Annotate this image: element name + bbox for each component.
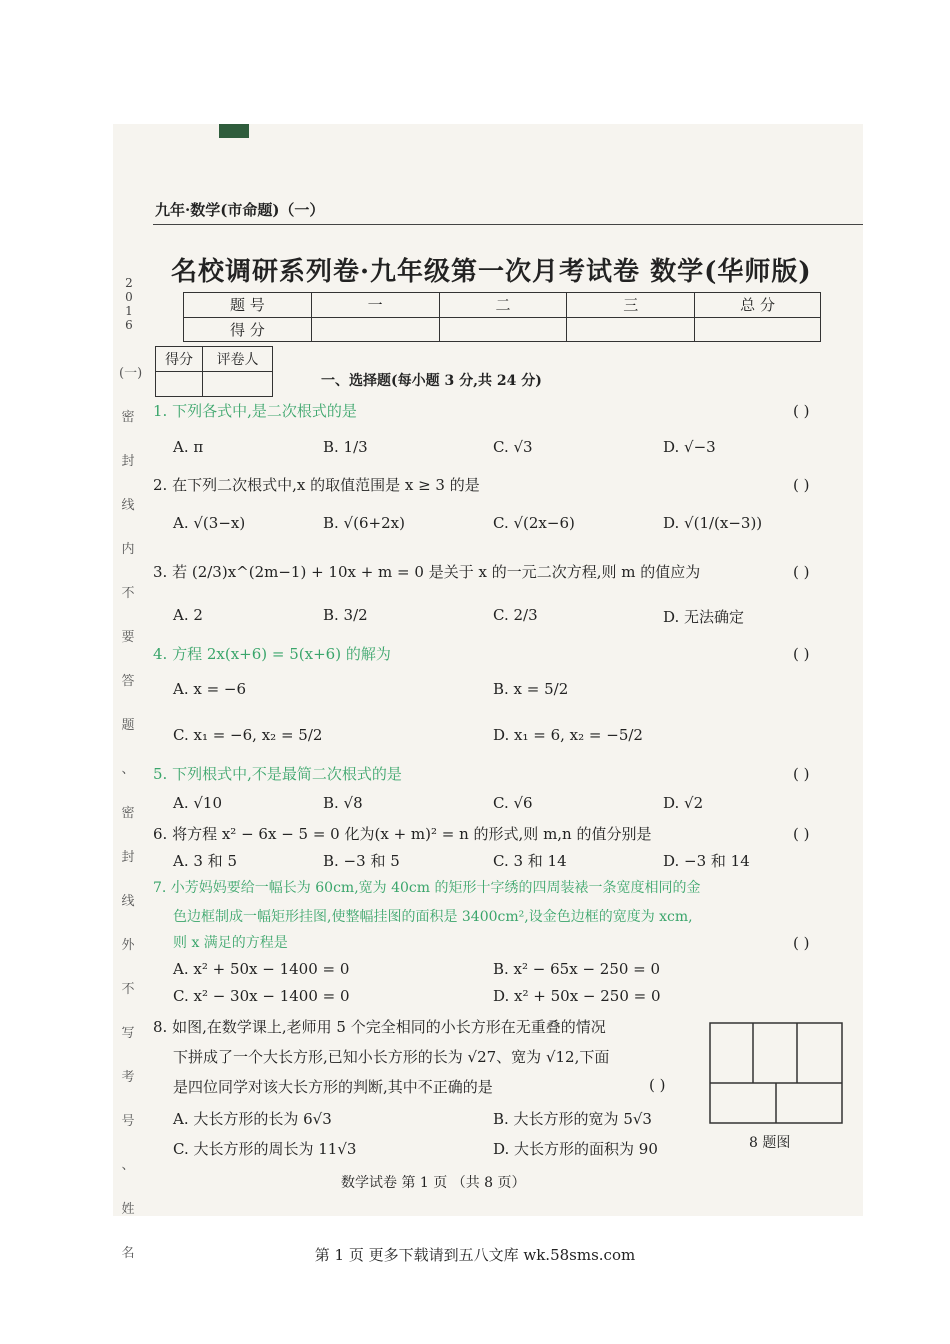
side-seal-char: 写	[121, 1026, 135, 1041]
figure-caption: 8 题图	[749, 1135, 791, 1151]
question-7-line: 则 x 满足的方程是	[173, 935, 288, 951]
side-seal-char: 不	[121, 982, 135, 997]
option: B. 大长方形的宽为 5√3	[493, 1110, 652, 1128]
option: A. 2	[173, 606, 203, 624]
side-seal-char: (一)	[119, 366, 143, 381]
option: B. 1/3	[323, 438, 368, 456]
option: D. √2	[663, 794, 704, 812]
grader-name-cell	[203, 372, 273, 397]
side-seal-char: 要	[121, 630, 135, 645]
score-cell: 总 分	[695, 293, 821, 318]
side-seal-char: 、	[121, 762, 135, 777]
question-5: 5. 下列根式中,不是最简二次根式的是	[153, 765, 402, 783]
option: A. 大长方形的长为 6√3	[173, 1110, 332, 1128]
question-8-line: 下拼成了一个大长方形,已知小长方形的长为 √27、宽为 √12,下面	[173, 1048, 610, 1066]
option: A. √(3−x)	[173, 514, 246, 532]
side-seal-char: 姓	[121, 1202, 135, 1217]
option: A. 3 和 5	[173, 852, 237, 870]
score-cell: 题 号	[184, 293, 312, 318]
grader-score-cell	[156, 372, 203, 397]
side-year	[121, 276, 137, 332]
side-seal-char: 答	[121, 674, 135, 689]
score-cell	[439, 317, 567, 342]
answer-paren: ( )	[649, 1076, 666, 1094]
option: A. π	[173, 438, 204, 456]
option: D. √−3	[663, 438, 716, 456]
page-header: 九年·数学(市命题)（一）	[155, 201, 325, 219]
side-seal-char: 线	[121, 498, 135, 513]
side-year-digit: 0	[125, 290, 133, 304]
grader-score-label: 得分	[156, 347, 203, 372]
header-rule	[153, 224, 863, 225]
side-seal-char: 线	[121, 894, 135, 909]
option: D. x² + 50x − 250 = 0	[493, 987, 661, 1005]
question-8-figure	[709, 1022, 843, 1124]
option: B. x² − 65x − 250 = 0	[493, 960, 661, 978]
question-1: 1. 下列各式中,是二次根式的是	[153, 402, 357, 420]
page-footer: 数学试卷 第 1 页 （共 8 页）	[341, 1175, 526, 1191]
option: B. √8	[323, 794, 363, 812]
side-seal-char: 不	[121, 586, 135, 601]
score-cell	[695, 317, 821, 342]
option: C. √3	[493, 438, 533, 456]
grader-name-label: 评卷人	[203, 347, 273, 372]
option: B. x = 5/2	[493, 680, 569, 698]
option: A. x = −6	[173, 680, 247, 698]
side-year-digit: 1	[125, 304, 133, 318]
side-seal-text	[119, 352, 143, 1276]
answer-paren: ( )	[793, 934, 810, 952]
side-seal-char: 名	[121, 1246, 135, 1261]
score-cell: 得 分	[184, 317, 312, 342]
option: D. −3 和 14	[663, 852, 750, 870]
question-2: 2. 在下列二次根式中,x 的取值范围是 x ≥ 3 的是	[153, 476, 480, 494]
side-year-digit: 6	[125, 318, 133, 332]
question-3: 3. 若 (2/3)x^(2m−1) + 10x + m = 0 是关于 x 的一元二次方程,则 m 的值应为	[153, 563, 701, 581]
answer-paren: ( )	[793, 825, 810, 843]
option: A. x² + 50x − 1400 = 0	[173, 960, 350, 978]
score-cell: 一	[311, 293, 439, 318]
download-notice: 第 1 页 更多下载请到五八文库 wk.58sms.com	[314, 1246, 636, 1264]
answer-paren: ( )	[793, 645, 810, 663]
option: C. 3 和 14	[493, 852, 567, 870]
option: C. √(2x−6)	[493, 514, 575, 532]
option: B. 3/2	[323, 606, 368, 624]
option: C. x² − 30x − 1400 = 0	[173, 987, 350, 1005]
score-cell	[567, 317, 695, 342]
score-cell: 二	[439, 293, 567, 318]
answer-paren: ( )	[793, 476, 810, 494]
option: D. 大长方形的面积为 90	[493, 1140, 658, 1158]
option: B. −3 和 5	[323, 852, 400, 870]
question-8-line: 是四位同学对该大长方形的判断,其中不正确的是	[173, 1078, 493, 1096]
option: C. √6	[493, 794, 533, 812]
question-4: 4. 方程 2x(x+6) = 5(x+6) 的解为	[153, 645, 391, 663]
exam-title: 名校调研系列卷·九年级第一次月考试卷 数学(华师版)	[171, 257, 812, 287]
side-seal-char: 外	[121, 938, 135, 953]
side-seal-char: 、	[121, 1158, 135, 1173]
side-seal-char: 密	[121, 806, 135, 821]
option: D. x₁ = 6, x₂ = −5/2	[493, 726, 643, 744]
score-table-row	[184, 317, 821, 342]
side-seal-char: 内	[121, 542, 135, 557]
option: C. 大长方形的周长为 11√3	[173, 1140, 357, 1158]
option: C. 2/3	[493, 606, 538, 624]
page-tab-mark	[219, 124, 249, 138]
section-title: 一、选择题(每小题 3 分,共 24 分)	[321, 373, 542, 389]
option: A. √10	[173, 794, 223, 812]
side-year-digit: 2	[125, 276, 133, 290]
answer-paren: ( )	[793, 563, 810, 581]
option: C. x₁ = −6, x₂ = 5/2	[173, 726, 323, 744]
score-cell: 三	[567, 293, 695, 318]
option: D. 无法确定	[663, 608, 745, 626]
answer-paren: ( )	[793, 765, 810, 783]
side-seal-char: 考	[121, 1070, 135, 1085]
grader-table	[155, 346, 273, 397]
question-7-line: 7. 小芳妈妈要给一幅长为 60cm,宽为 40cm 的矩形十字绣的四周装裱一条宽度相同的金	[153, 880, 701, 896]
score-table	[183, 292, 821, 342]
answer-paren: ( )	[793, 402, 810, 420]
option: D. √(1/(x−3))	[663, 514, 763, 532]
side-seal-char: 号	[121, 1114, 135, 1129]
side-seal-char: 封	[121, 850, 135, 865]
side-seal-char: 封	[121, 454, 135, 469]
option: B. √(6+2x)	[323, 514, 405, 532]
question-8-line: 8. 如图,在数学课上,老师用 5 个完全相同的小长方形在无重叠的情况	[153, 1018, 606, 1036]
score-cell	[311, 317, 439, 342]
question-7-line: 色边框制成一幅矩形挂图,使整幅挂图的面积是 3400cm²,设金色边框的宽度为 xcm,	[173, 909, 693, 925]
question-6: 6. 将方程 x² − 6x − 5 = 0 化为(x + m)² = n 的形式,则 m,n 的值分别是	[153, 825, 652, 843]
side-seal-char: 题	[121, 718, 135, 733]
score-table-row	[184, 293, 821, 318]
side-seal-char: 密	[121, 410, 135, 425]
